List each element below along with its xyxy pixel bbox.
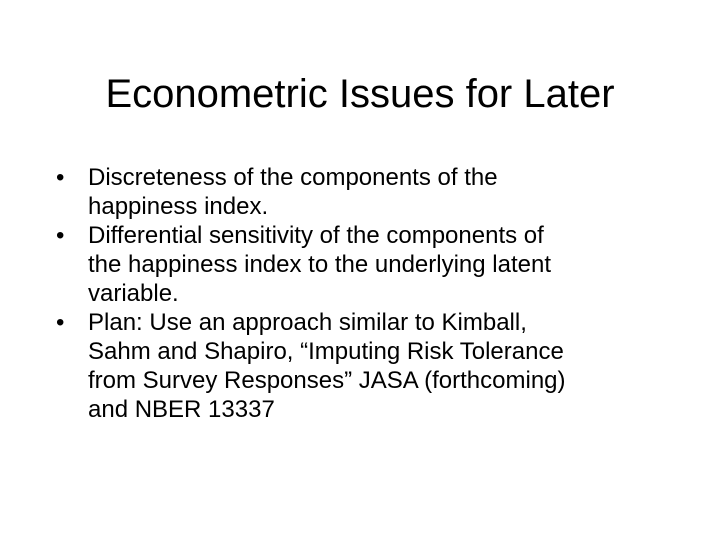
bullet-text: Differential sensitivity of the components of the happiness index to the underlying latent variable. — [88, 222, 551, 307]
bullet-marker: • — [56, 309, 65, 336]
bullet-list — [56, 163, 676, 424]
bullet-item-plan — [56, 308, 676, 424]
bullet-item-differential-sensitivity — [56, 221, 676, 308]
bullet-marker: • — [56, 222, 65, 249]
bullet-item-discreteness — [56, 163, 676, 221]
bullet-text: Plan: Use an approach similar to Kimball, Sahm and Shapiro, “Imputing Risk Tolerance from Survey Responses” JASA (forthcoming) and NBER 13337 — [88, 309, 566, 423]
slide-title: Econometric Issues for Later — [105, 72, 615, 116]
bullet-marker: • — [56, 164, 65, 191]
bullet-text: Discreteness of the components of the happiness index. — [88, 164, 498, 220]
